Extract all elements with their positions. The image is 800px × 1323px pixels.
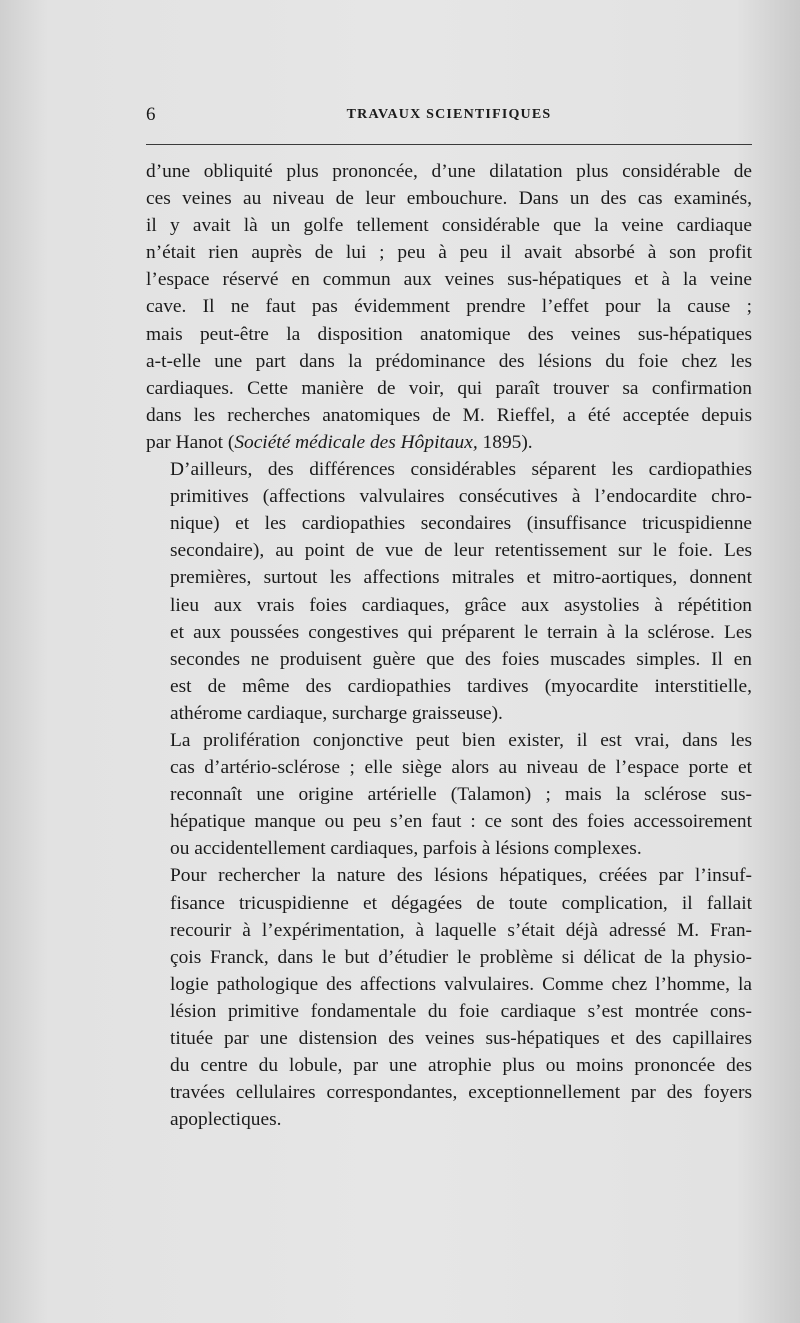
citation-prefix: par Hanot ( [146,431,235,453]
paragraph-1 [146,158,752,456]
text-line: du centre du lobule, par une atrophie plus ou moins prononcée des [170,1055,752,1077]
text-line: fisance tricuspidienne et dégagées de toute complication, il fallait [170,892,752,914]
text-line: travées cellulaires correspondantes, exceptionnellement par des foyers [170,1082,752,1104]
running-title: TRAVAUX SCIENTIFIQUES [346,107,552,122]
page-number: 6 [146,104,156,125]
text-line: mais peut-être la disposition anatomique des veines sus-hépatiques [146,323,752,345]
text-line: apoplectiques. [170,1109,282,1131]
text-line: est de même des cardiopathies tardives (myocardite interstitielle, [170,675,752,697]
text-line: a-t-elle une part dans la prédominance des lésions du foie chez les [146,350,752,372]
header-rule [146,144,752,145]
text-line: et aux poussées congestives qui préparent le terrain à la sclérose. Les [170,621,752,643]
text-line: primitives (affections valvulaires consécutives à l’endocardite chro- [170,486,752,508]
text-line: recourir à l’expérimentation, à laquelle s’était déjà adressé M. Fran- [170,919,752,941]
text-line: secondaire), au point de vue de leur retentissement sur le foie. Les [170,540,752,562]
text-line: l’espace réservé en commun aux veines sus-hépatiques et à la veine [146,269,752,291]
text-line: logie pathologique des affections valvulaires. Comme chez l’homme, la [170,973,752,995]
text-line: ou accidentellement cardiaques, parfois à lésions complexes. [170,838,642,860]
text-line: tituée par une distension des veines sus-hépatiques et des capillaires [170,1028,752,1049]
text-line: hépatique manque ou peu s’en faut : ce sont des foies accessoirement [170,811,752,833]
page-header [146,104,752,128]
paragraph-2 [146,456,752,727]
paragraph-3 [146,727,752,862]
journal-title: Société médicale des Hôpitaux, [234,431,478,453]
text-line: secondes ne produisent guère que des foies muscades simples. Il en [170,648,752,670]
text-line: lieu aux vrais foies cardiaques, grâce aux asystolies à répétition [170,594,752,616]
text-line: cave. Il ne faut pas évidemment prendre l’effet pour la cause ; [146,296,752,318]
text-line: lésion primitive fondamentale du foie cardiaque s’est montrée cons- [170,1000,752,1022]
text-line: dans les recherches anatomiques de M. Rieffel, a été acceptée depuis [146,404,752,426]
citation-suffix: 1895). [477,431,533,453]
text-line: reconnaît une origine artérielle (Talamon) ; mais la sclérose sus- [170,784,752,806]
text-line: cas d’artério-sclérose ; elle siège alors au niveau de l’espace porte et [170,757,752,779]
text-line: n’était rien auprès de lui ; peu à peu il avait absorbé à son profit [146,242,752,264]
text-line: cardiaques. Cette manière de voir, qui paraît trouver sa confirmation [146,377,752,399]
text-line: il y avait là un golfe tellement considérable que la veine cardiaque [146,215,752,237]
text-line: Pour rechercher la nature des lésions hépatiques, créées par l’insuf- [170,865,752,887]
text-line: ces veines au niveau de leur embouchure. Dans un des cas examinés, [146,188,752,210]
body-text [146,158,752,1133]
text-line: D’ailleurs, des différences considérables séparent les cardiopathies [170,459,752,481]
paragraph-4 [146,862,752,1133]
text-line: d’une obliquité plus prononcée, d’une dilatation plus considérable de [146,161,752,182]
text-line: nique) et les cardiopathies secondaires (insuffisance tricuspidienne [170,513,752,535]
text-line: athérome cardiaque, surcharge graisseuse). [170,702,503,724]
text-line-citation [146,429,752,456]
text-line: La prolifération conjonctive peut bien exister, il est vrai, dans les [170,729,752,751]
text-line: çois Franck, dans le but d’étudier le problème si délicat de la physio- [170,946,752,968]
text-line: premières, surtout les affections mitrales et mitro-aortiques, donnent [170,567,752,589]
